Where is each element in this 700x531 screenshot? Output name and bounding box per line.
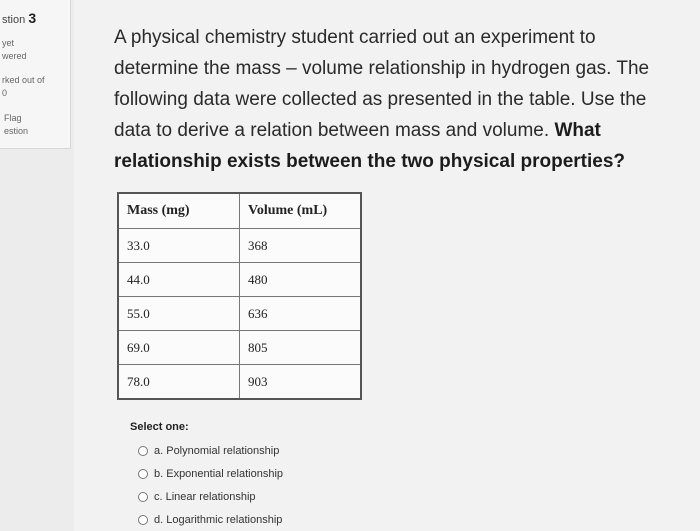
table-header-row (118, 193, 361, 229)
header-volume: Volume (mL) (240, 193, 362, 229)
cell-volume: 903 (240, 365, 362, 400)
flag-text-2: estion (4, 126, 29, 136)
question-info-panel (0, 0, 71, 149)
marks-text-2: 0 (2, 88, 8, 98)
data-table (117, 192, 362, 400)
radio-button[interactable] (138, 446, 148, 456)
question-number-label (2, 10, 36, 26)
cell-volume: 480 (240, 263, 362, 297)
option-label[interactable]: a. Polynomial relationship (154, 444, 280, 457)
question-content (74, 0, 700, 531)
option-a[interactable] (138, 439, 283, 462)
option-label[interactable]: b. Exponential relationship (154, 467, 284, 480)
cell-volume: 368 (240, 229, 362, 263)
cell-mass: 55.0 (118, 297, 240, 331)
answer-options (138, 439, 283, 531)
cell-mass: 44.0 (118, 263, 240, 297)
cell-mass: 69.0 (118, 331, 240, 365)
option-c[interactable] (138, 485, 283, 508)
cell-mass: 33.0 (118, 229, 240, 263)
question-label-text: stion (2, 14, 26, 26)
marks-text-1: rked out of (2, 75, 45, 85)
status-text-2: wered (2, 51, 27, 61)
cell-volume: 636 (240, 297, 362, 331)
flag-text-1: Flag (4, 113, 22, 123)
question-text (114, 22, 674, 177)
question-number: 3 (28, 10, 37, 26)
table-row (118, 263, 361, 297)
flag-question-button[interactable] (2, 112, 28, 138)
question-prompt: What relationship exists between the two physical properties? (114, 120, 626, 172)
cell-mass: 78.0 (118, 365, 240, 400)
cell-volume: 805 (240, 331, 362, 365)
option-label[interactable]: c. Linear relationship (154, 490, 256, 503)
table-row (118, 331, 361, 365)
option-label[interactable]: d. Logarithmic relationship (154, 513, 283, 526)
select-one-label: Select one: (130, 421, 189, 433)
table-row (118, 229, 361, 263)
option-d[interactable] (138, 508, 283, 531)
status-text-1: yet (2, 38, 15, 48)
question-body: A physical chemistry student carried out an experiment to determine the mass – volume relationship in hydrogen gas. The following data were collected as presented in the table. Use the data to derive a relation between mass and volume. (114, 27, 650, 141)
option-b[interactable] (138, 462, 283, 485)
table-row (118, 365, 361, 400)
radio-button[interactable] (138, 469, 148, 479)
table-row (118, 297, 361, 331)
radio-button[interactable] (138, 515, 148, 525)
header-mass: Mass (mg) (118, 193, 240, 229)
radio-button[interactable] (138, 492, 148, 502)
